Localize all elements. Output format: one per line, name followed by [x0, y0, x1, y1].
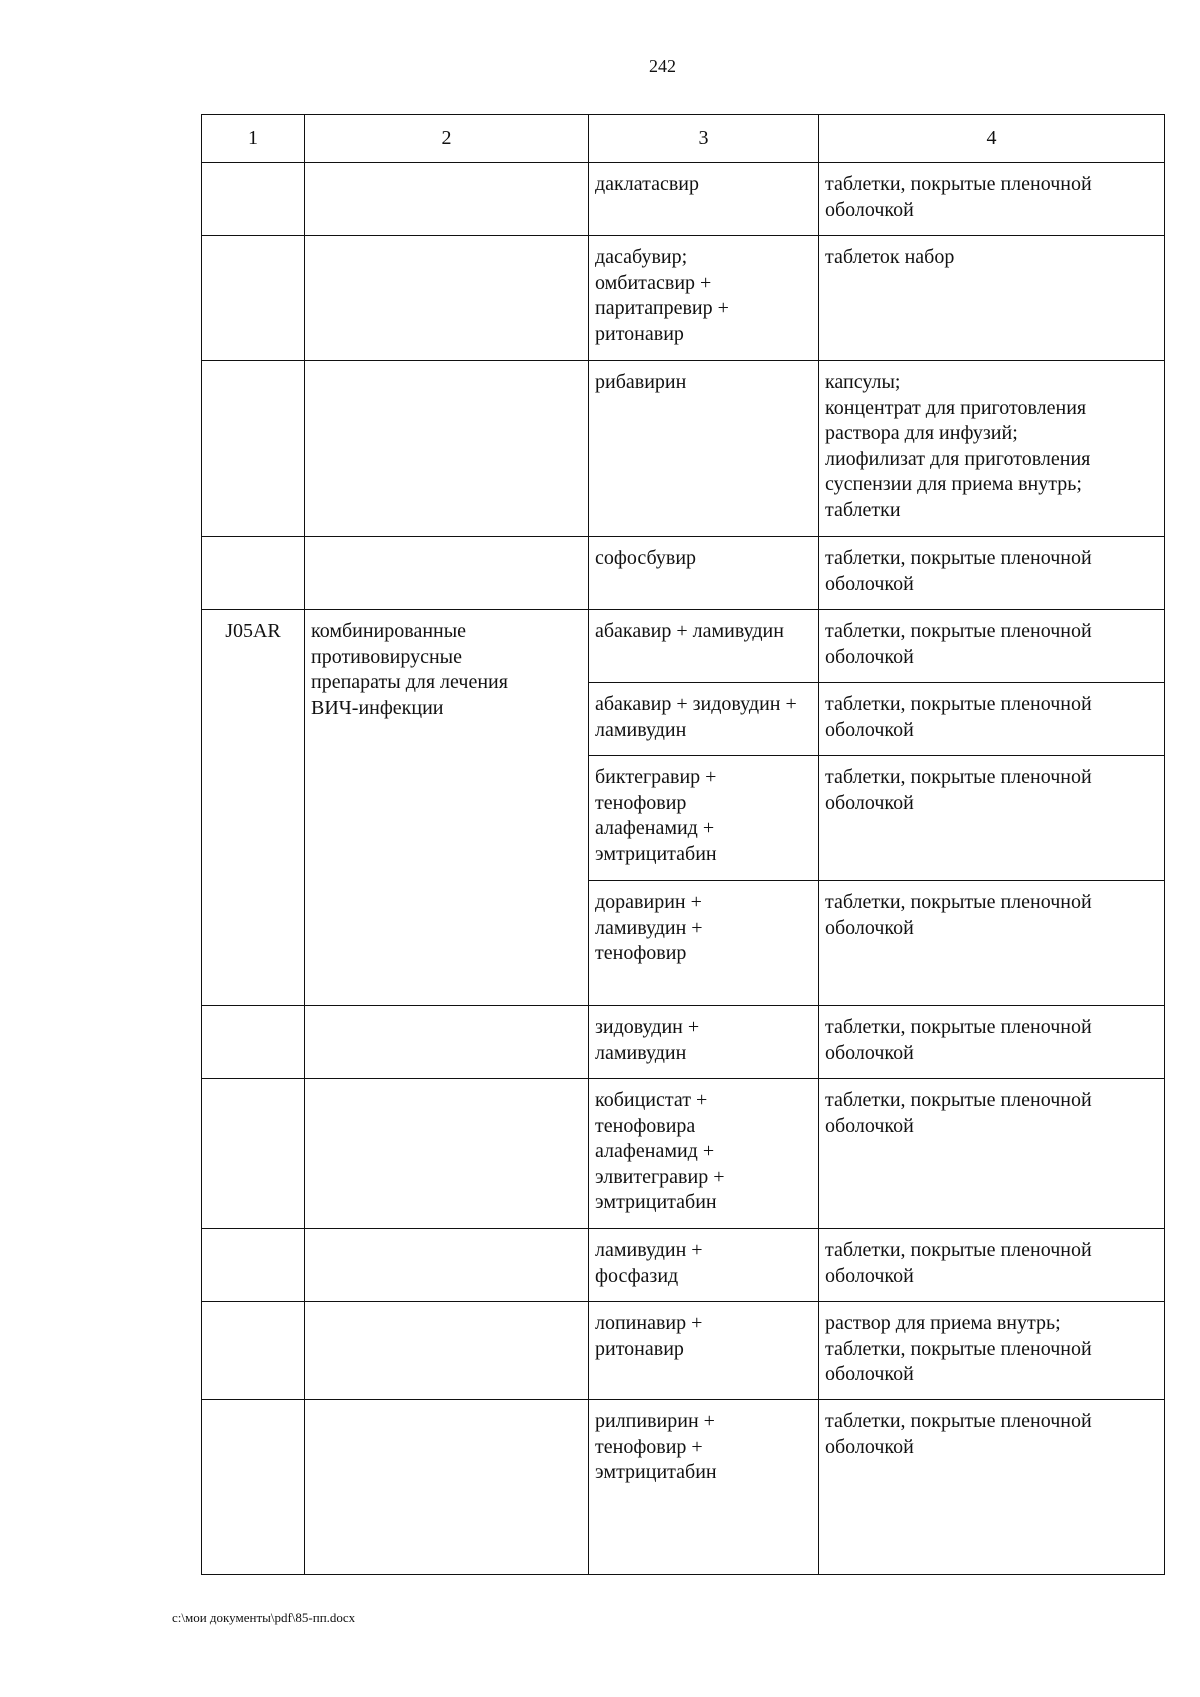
- form-cell: таблетки, покрытые пленочной оболочкой: [819, 537, 1165, 610]
- table-row: [202, 610, 1165, 683]
- drug-cell: рибавирин: [589, 361, 819, 537]
- drug-cell: рилпивирин + тенофовир + эмтрицитабин: [589, 1400, 819, 1575]
- group-cell: [305, 236, 589, 361]
- header-col-3: 3: [589, 115, 819, 163]
- form-cell: таблетки, покрытые пленочной оболочкой: [819, 1006, 1165, 1079]
- group-cell: [305, 1400, 589, 1575]
- group-cell: [305, 1229, 589, 1302]
- form-cell: таблетки, покрытые пленочной оболочкой: [819, 1079, 1165, 1229]
- header-col-4: 4: [819, 115, 1165, 163]
- drug-cell: дасабувир; омбитасвир + паритапревир + ритонавир: [589, 236, 819, 361]
- form-cell: таблетки, покрытые пленочной оболочкой: [819, 1400, 1165, 1575]
- table-row: [202, 1006, 1165, 1079]
- form-cell: таблеток набор: [819, 236, 1165, 361]
- table-row: [202, 1400, 1165, 1575]
- code-cell: [202, 1400, 305, 1575]
- table-row: [202, 1079, 1165, 1229]
- drug-cell: абакавир + ламивудин: [589, 610, 819, 683]
- table-header-row: [202, 115, 1165, 163]
- table-row: [202, 1302, 1165, 1400]
- group-cell: [305, 361, 589, 537]
- group-name-cell: комбинированные противовирусные препараты для лечения ВИЧ-инфекции: [305, 610, 589, 1006]
- drug-cell: доравирин + ламивудин + тенофовир: [589, 881, 819, 1006]
- code-cell: [202, 1079, 305, 1229]
- form-cell: таблетки, покрытые пленочной оболочкой: [819, 683, 1165, 756]
- group-cell: [305, 1006, 589, 1079]
- form-cell: таблетки, покрытые пленочной оболочкой: [819, 163, 1165, 236]
- group-cell: [305, 163, 589, 236]
- code-cell: [202, 1006, 305, 1079]
- header-col-1: 1: [202, 115, 305, 163]
- file-path-footer: c:\мои документы\pdf\85-пп.docx: [172, 1610, 356, 1625]
- code-cell: [202, 537, 305, 610]
- table-row: [202, 1229, 1165, 1302]
- table-row: [202, 163, 1165, 236]
- drug-cell: софосбувир: [589, 537, 819, 610]
- code-cell: [202, 361, 305, 537]
- form-cell: таблетки, покрытые пленочной оболочкой: [819, 756, 1165, 881]
- group-cell: [305, 537, 589, 610]
- drug-cell: зидовудин + ламивудин: [589, 1006, 819, 1079]
- group-cell: [305, 1079, 589, 1229]
- form-cell: таблетки, покрытые пленочной оболочкой: [819, 1229, 1165, 1302]
- code-cell: [202, 163, 305, 236]
- form-cell: капсулы; концентрат для приготовления раствора для инфузий; лиофилизат для приготовления суспензии для приема внутрь; таблетки: [819, 361, 1165, 537]
- drug-cell: биктегравир + тенофовир алафенамид + эмтрицитабин: [589, 756, 819, 881]
- form-cell: таблетки, покрытые пленочной оболочкой: [819, 610, 1165, 683]
- drug-table: [201, 114, 1165, 1575]
- drug-cell: абакавир + зидовудин + ламивудин: [589, 683, 819, 756]
- group-cell: [305, 1302, 589, 1400]
- code-cell: [202, 236, 305, 361]
- drug-cell: лопинавир + ритонавир: [589, 1302, 819, 1400]
- form-cell: таблетки, покрытые пленочной оболочкой: [819, 881, 1165, 1006]
- page-number: 242: [649, 56, 676, 76]
- header-col-2: 2: [305, 115, 589, 163]
- code-cell: [202, 1229, 305, 1302]
- group-code-cell: J05AR: [202, 610, 305, 1006]
- table-row: [202, 537, 1165, 610]
- drug-cell: даклатасвир: [589, 163, 819, 236]
- drug-cell: ламивудин + фосфазид: [589, 1229, 819, 1302]
- table-row: [202, 361, 1165, 537]
- table-row: [202, 236, 1165, 361]
- form-cell: раствор для приема внутрь; таблетки, покрытые пленочной оболочкой: [819, 1302, 1165, 1400]
- drug-cell: кобицистат + тенофовира алафенамид + элвитегравир + эмтрицитабин: [589, 1079, 819, 1229]
- code-cell: [202, 1302, 305, 1400]
